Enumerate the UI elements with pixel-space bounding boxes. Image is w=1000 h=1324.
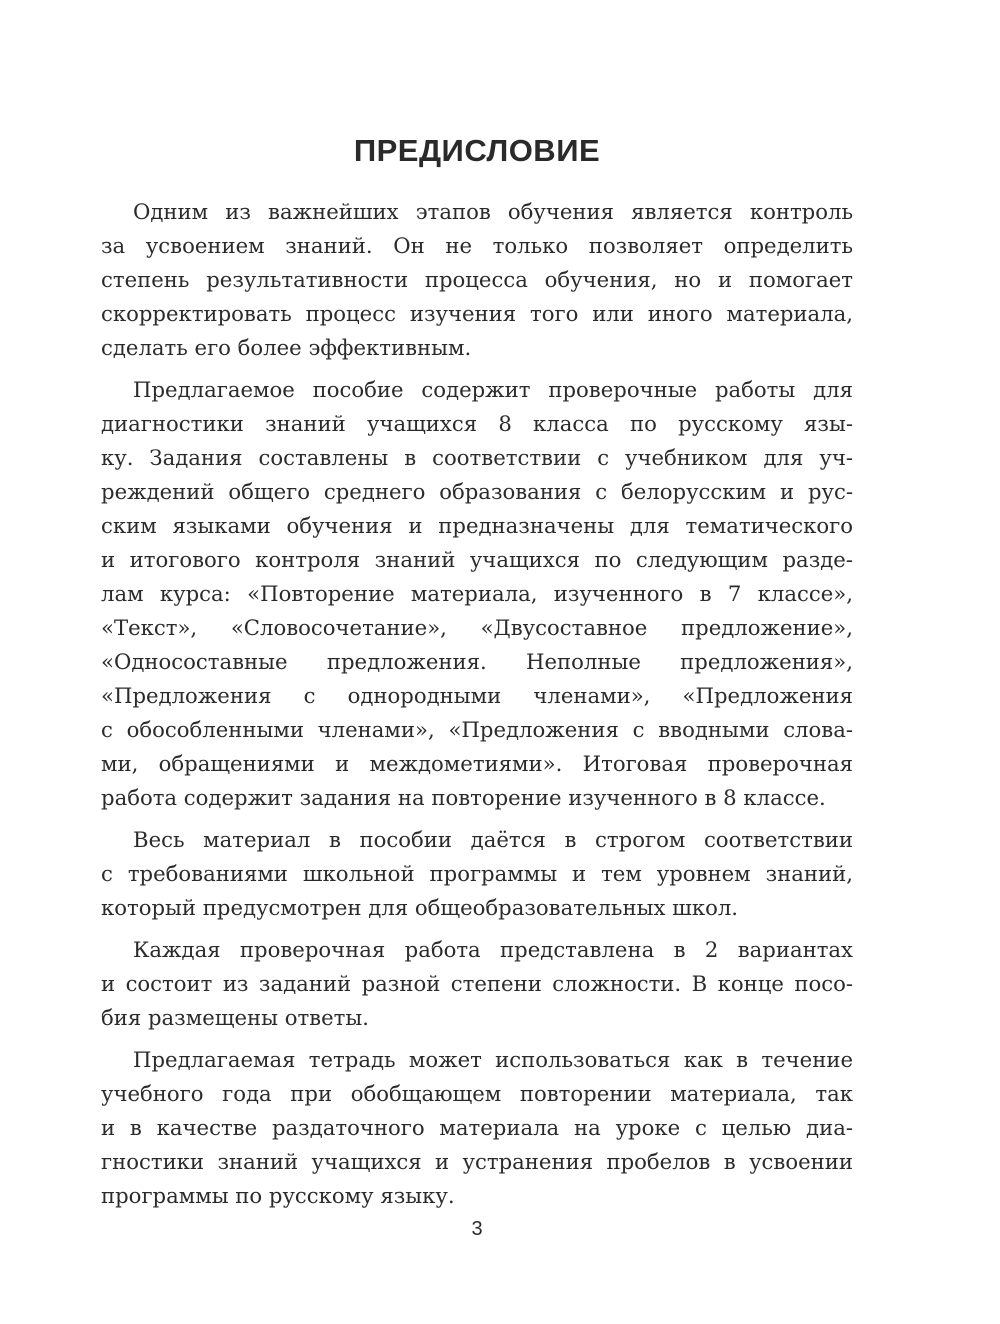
text-line: ку. Задания составлены в соответствии с учебником для уч- xyxy=(101,445,853,470)
paragraph-2 xyxy=(101,373,853,815)
page-title: ПРЕДИСЛОВИЕ xyxy=(353,132,601,168)
text-line: Весь материал в пособии даётся в строгом соответствии xyxy=(133,827,853,852)
text-line: учебного года при обобщающем повторении материала, так xyxy=(101,1081,853,1106)
paragraph-3 xyxy=(101,823,853,925)
text-line: степень результативности процесса обучения, но и помогает xyxy=(101,267,853,292)
text-line: и состоит из заданий разной степени сложности. В конце посо- xyxy=(101,971,853,996)
text-line: скорректировать процесс изучения того или иного материала, xyxy=(101,301,853,326)
text-line: бия размещены ответы. xyxy=(101,1005,369,1030)
text-line: сделать его более эффективным. xyxy=(101,335,472,360)
paragraph-4 xyxy=(101,933,853,1035)
text-line: лам курса: «Повторение материала, изученного в 7 классе», xyxy=(101,581,853,606)
text-line: «Односоставные предложения. Неполные предложения», xyxy=(101,649,853,674)
text-line: с обособленными членами», «Предложения с вводными слова- xyxy=(101,717,853,742)
text-line: «Предложения с однородными членами», «Предложения xyxy=(101,683,853,708)
text-line: и итогового контроля знаний учащихся по следующим разде- xyxy=(101,547,853,572)
text-line: работа содержит задания на повторение изученного в 8 классе. xyxy=(101,785,826,810)
text-line: ским языками обучения и предназначены для тематического xyxy=(101,513,853,538)
preface-body xyxy=(101,195,853,1221)
paragraph-1 xyxy=(101,195,853,365)
text-line: Предлагаемое пособие содержит проверочные работы для xyxy=(133,377,853,402)
paragraph-5 xyxy=(101,1043,853,1213)
text-line: «Текст», «Словосочетание», «Двусоставное предложение», xyxy=(101,615,853,640)
text-line: программы по русскому языку. xyxy=(101,1183,455,1208)
text-line: реждений общего среднего образования с белорусским и рус- xyxy=(101,479,853,504)
text-line: Одним из важнейших этапов обучения является контроль xyxy=(133,199,853,224)
text-line: который предусмотрен для общеобразовательных школ. xyxy=(101,895,739,920)
text-line: диагностики знаний учащихся 8 класса по русскому язы- xyxy=(101,411,853,436)
text-line: Предлагаемая тетрадь может использоваться как в течение xyxy=(133,1047,853,1072)
text-line: Каждая проверочная работа представлена в 2 вариантах xyxy=(133,937,853,962)
text-line: ми, обращениями и междометиями». Итоговая проверочная xyxy=(101,751,853,776)
text-line: и в качестве раздаточного материала на уроке с целью диа- xyxy=(101,1115,853,1140)
page-number: 3 xyxy=(471,1218,483,1240)
text-line: с требованиями школьной программы и тем уровнем знаний, xyxy=(101,861,853,886)
text-line: за усвоением знаний. Он не только позволяет определить xyxy=(101,233,853,258)
text-line: гностики знаний учащихся и устранения пробелов в усвоении xyxy=(101,1149,853,1174)
